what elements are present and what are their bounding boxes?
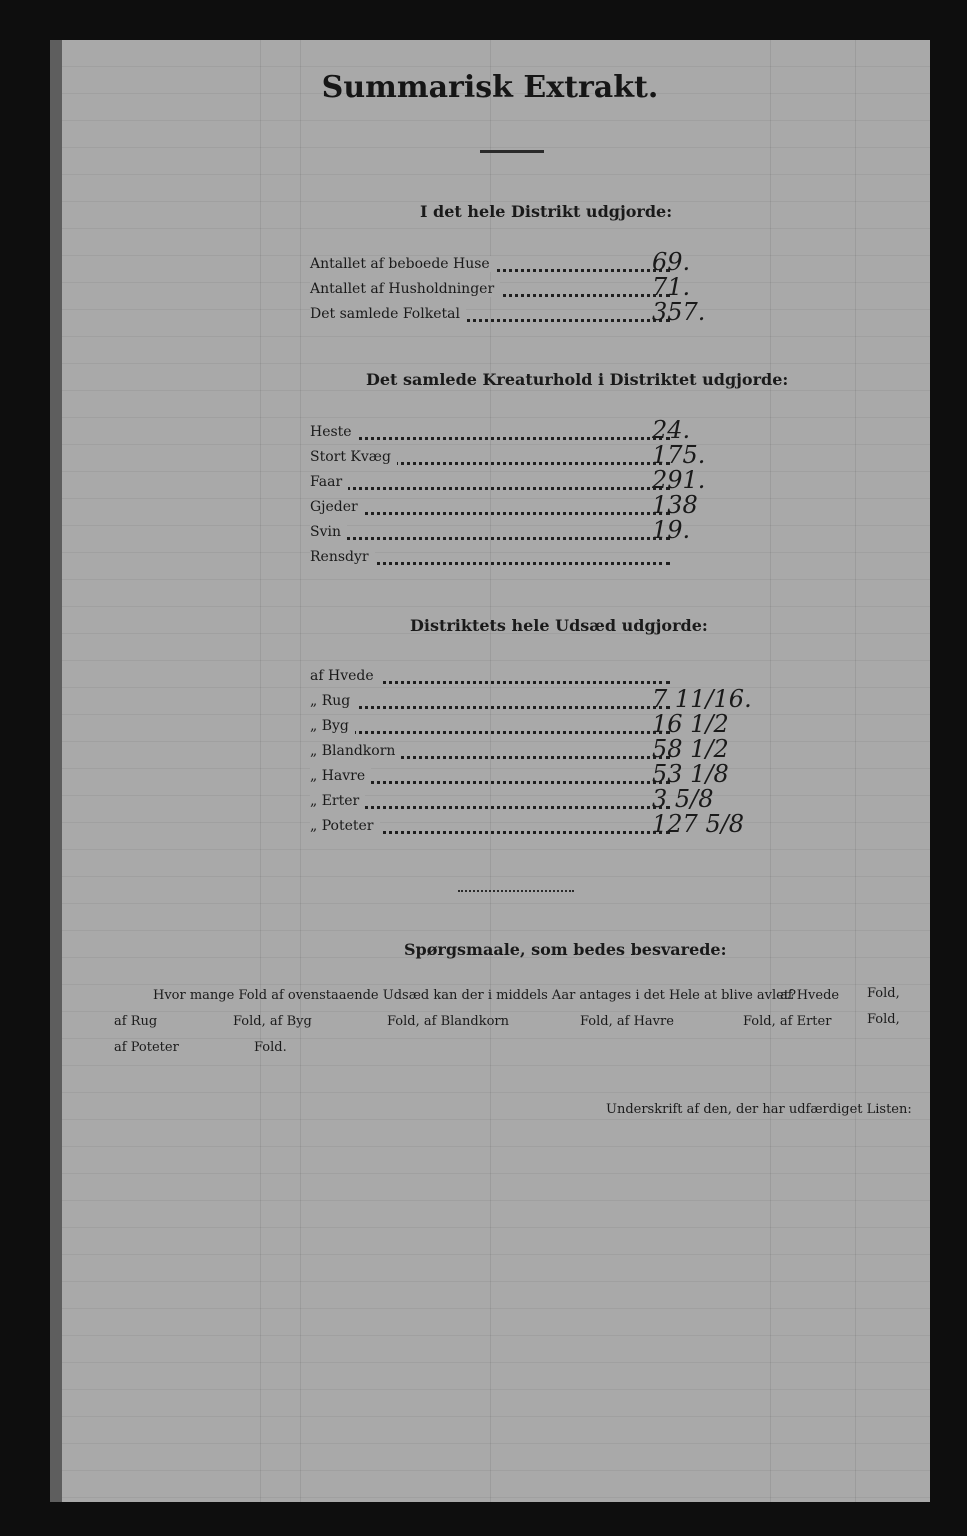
- list-item: „ Havre 53 1/8: [310, 760, 729, 788]
- handwritten-value: 7 11/16.: [652, 685, 752, 713]
- handwritten-value: 71.: [652, 273, 691, 301]
- handwritten-value: 69.: [652, 248, 691, 276]
- question-label: Fold, af Blandkorn: [387, 1014, 510, 1029]
- list-item: „ Poteter 127 5/8: [310, 810, 745, 838]
- signature-label: Underskrift af den, der har udfærdiget Listen:: [606, 1102, 912, 1117]
- handwritten-value: 24.: [652, 416, 691, 444]
- list-item: Stort Kvæg 175.: [310, 441, 706, 469]
- handwritten-value: 357.: [652, 298, 706, 326]
- handwritten-value: 3 5/8: [652, 785, 714, 813]
- list-item: Antallet af Husholdninger 71.: [310, 273, 691, 301]
- section-heading-seed: Distriktets hele Udsæd udgjorde:: [410, 616, 708, 635]
- list-item: Antallet af beboede Huse 69.: [310, 248, 691, 276]
- handwritten-value: 127 5/8: [652, 810, 745, 838]
- list-item: „ Rug 7 11/16.: [310, 685, 752, 713]
- question-label: af Poteter: [114, 1040, 179, 1055]
- question-label: Fold,: [867, 1012, 900, 1027]
- question-label: Fold, af Havre: [580, 1014, 674, 1029]
- list-item: af Hvede: [310, 668, 670, 690]
- question-text: Hvor mange Fold af ovenstaaende Udsæd kan der i middels Aar antages i det Hele at blive avlet?: [153, 988, 797, 1003]
- section-heading-district: I det hele Distrikt udgjorde:: [420, 202, 673, 221]
- list-item: Det samlede Folketal 357.: [310, 298, 706, 326]
- question-label: af Rug: [114, 1014, 158, 1029]
- handwritten-value: 138: [652, 491, 698, 519]
- binding-edge: [50, 40, 62, 1502]
- question-label: Fold, af Erter: [743, 1014, 832, 1029]
- question-label: Fold, af Byg: [233, 1014, 312, 1029]
- ruled-column-line: [855, 40, 856, 1502]
- handwritten-value: 58 1/2: [652, 735, 729, 763]
- handwritten-value: 175.: [652, 441, 706, 469]
- section-heading-livestock: Det samlede Kreaturhold i Distriktet udgjorde:: [366, 370, 789, 389]
- ruled-column-line: [260, 40, 261, 1502]
- handwritten-value: 291.: [652, 466, 706, 494]
- section-heading-questions: Spørgsmaale, som bedes besvarede:: [404, 940, 727, 959]
- handwritten-value: 19.: [652, 516, 691, 544]
- census-form-page: [50, 40, 930, 1502]
- list-item: Heste 24.: [310, 416, 691, 444]
- list-item: Rensdyr: [310, 549, 670, 571]
- question-label: af Hvede: [780, 988, 840, 1003]
- list-item: „ Byg 16 1/2: [310, 710, 729, 738]
- section-separator: [458, 888, 574, 892]
- page-title: Summarisk Extrakt.: [321, 70, 659, 105]
- title-divider: [480, 150, 544, 153]
- handwritten-value: 16 1/2: [652, 710, 729, 738]
- list-item: „ Erter 3 5/8: [310, 785, 714, 813]
- question-label: Fold.: [254, 1040, 287, 1055]
- handwritten-value: 53 1/8: [652, 760, 729, 788]
- list-item: „ Blandkorn 58 1/2: [310, 735, 729, 763]
- list-item: Svin 19.: [310, 516, 691, 544]
- list-item: Gjeder 138: [310, 491, 698, 519]
- ruled-column-line: [300, 40, 301, 1502]
- ruled-column-line: [770, 40, 771, 1502]
- question-label: Fold,: [867, 986, 900, 1001]
- list-item: Faar 291.: [310, 466, 706, 494]
